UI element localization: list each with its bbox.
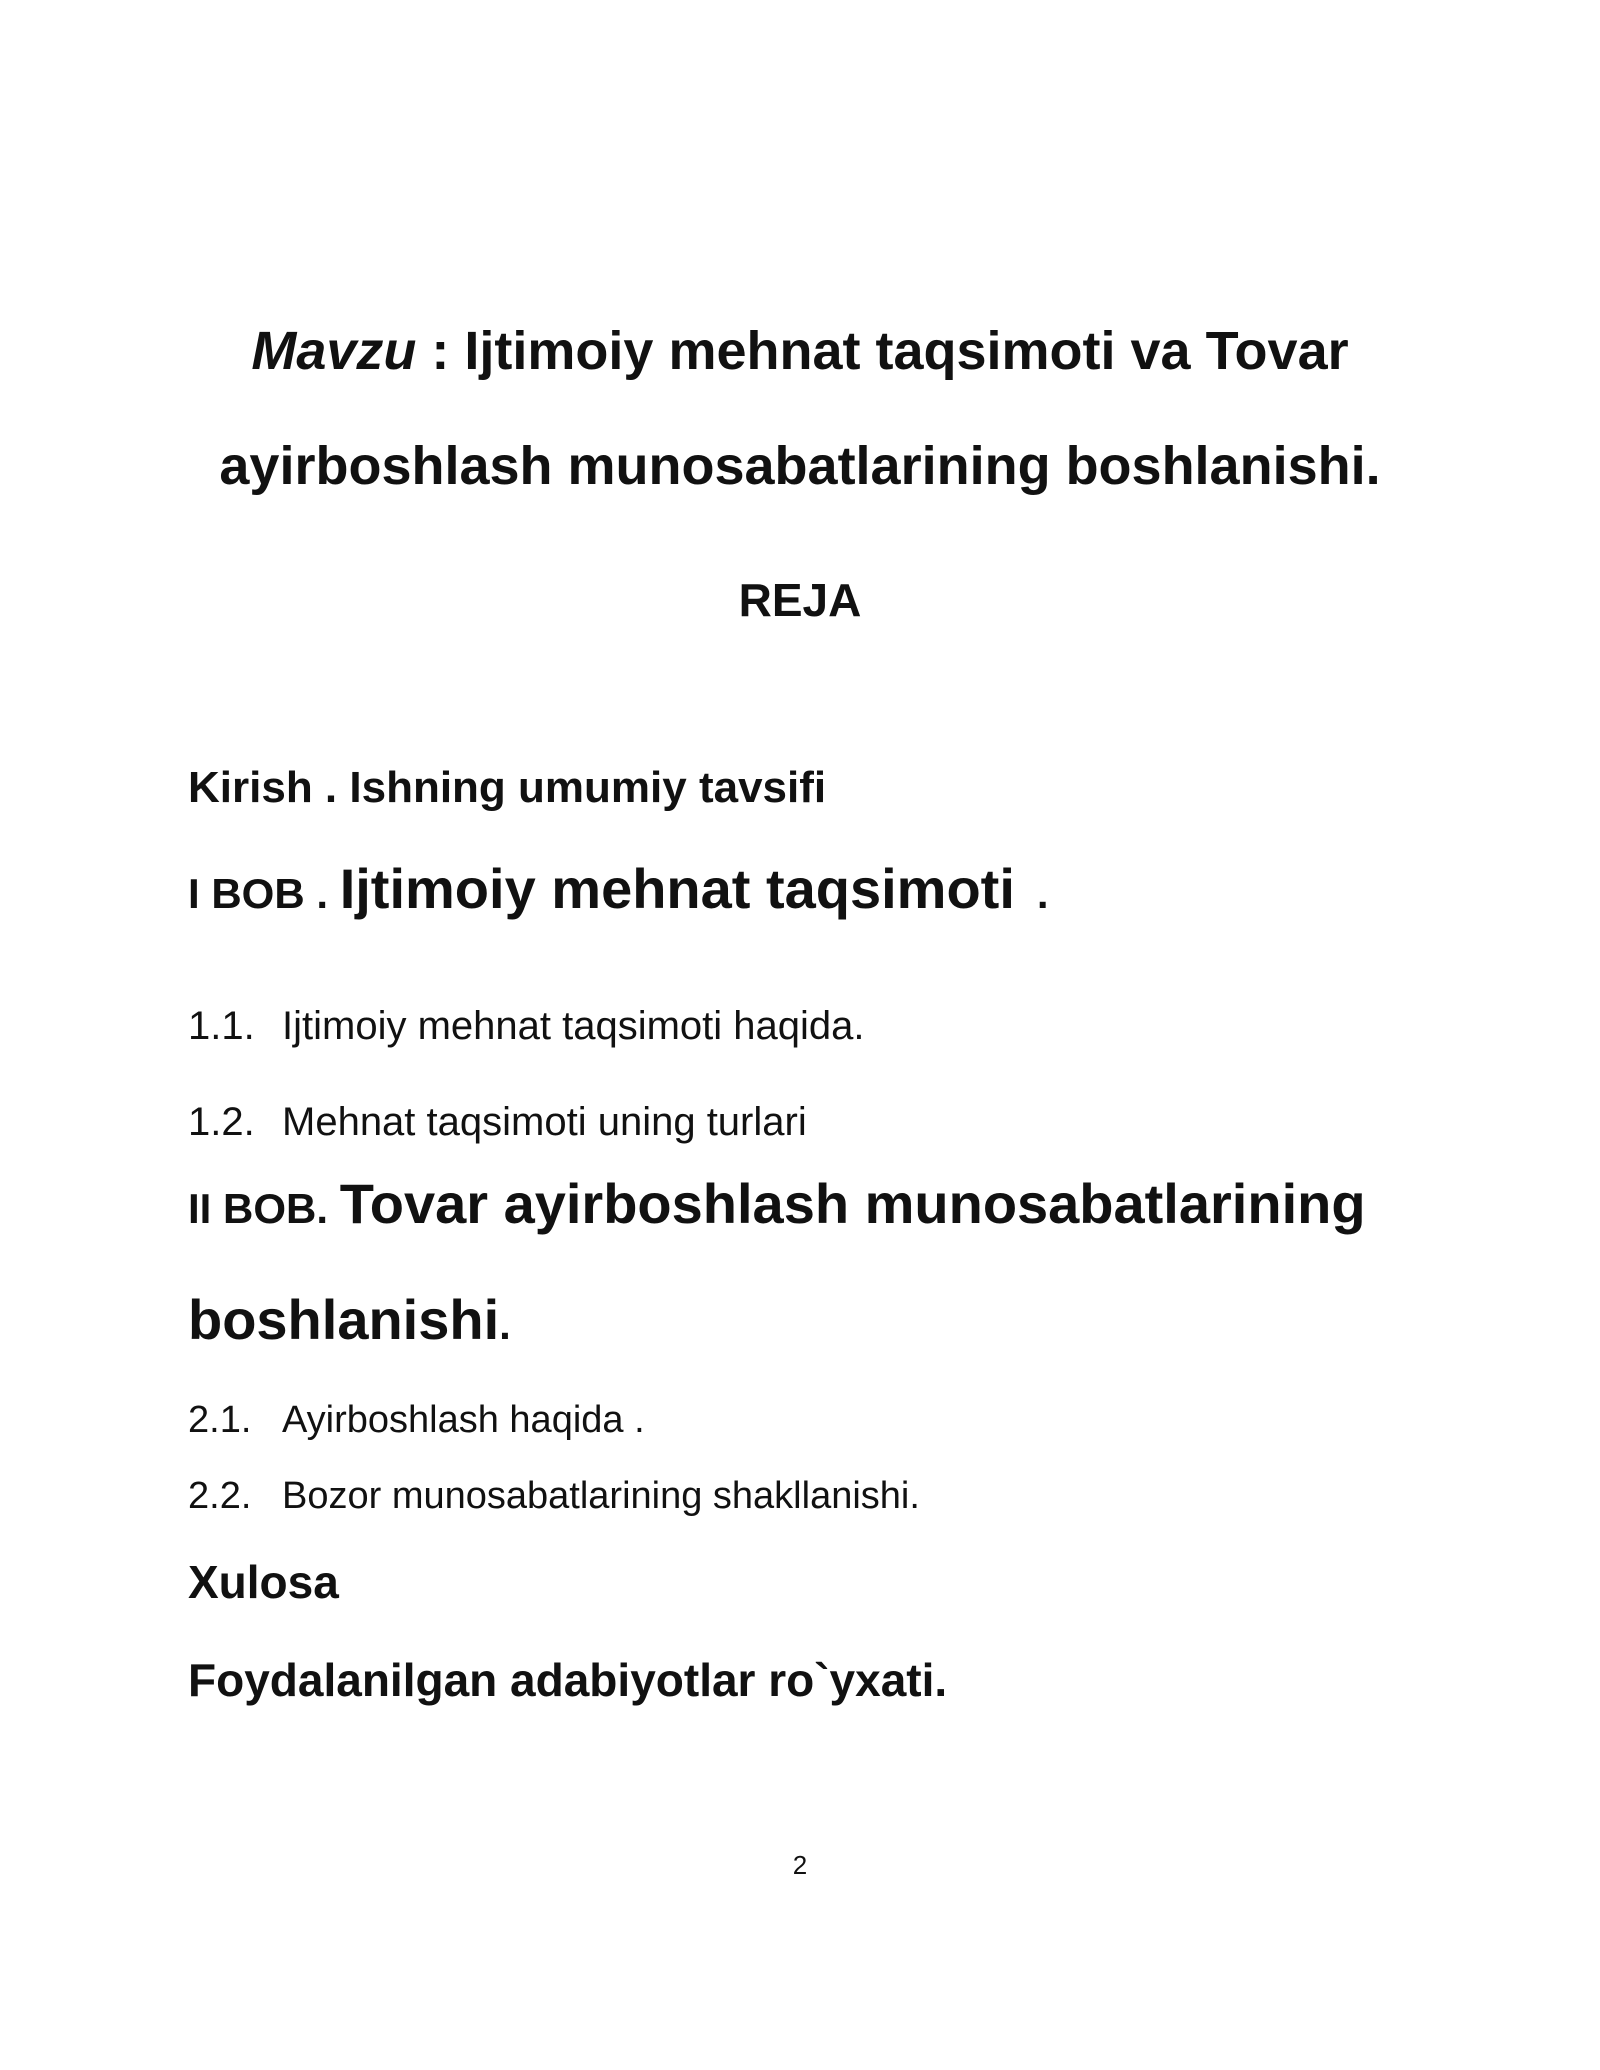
title-line-2: ayirboshlash munosabatlarining boshlanishi.: [219, 436, 1381, 496]
list-item: [188, 998, 865, 1054]
chapter2-title-line1: Tovar ayirboshlash munosabatlarining: [339, 1172, 1366, 1235]
chapter1-trailing: .: [1036, 870, 1049, 917]
chapter2-heading-line1: [188, 1166, 1366, 1257]
list-item: [188, 1468, 920, 1524]
item-text: Mehnat taqsimoti uning turlari: [282, 1100, 807, 1144]
title-separator: :: [416, 321, 465, 381]
item-number: 1.1.: [188, 1004, 255, 1048]
list-item: [188, 1094, 807, 1150]
item-text: Bozor munosabatlarining shakllanishi.: [282, 1475, 920, 1517]
chapter2-heading-line2: [188, 1282, 511, 1373]
title-line1-text: Ijtimoiy mehnat taqsimoti va Tovar: [464, 321, 1349, 381]
item-text: Ijtimoiy mehnat taqsimoti haqida.: [282, 1004, 865, 1048]
chapter1-prefix: I BOB .: [188, 870, 340, 917]
item-text: Ayirboshlash haqida .: [282, 1399, 645, 1441]
title-label: Mavzu: [251, 321, 417, 381]
item-number: 2.1.: [188, 1399, 252, 1441]
references-heading: Foydalanilgan adabiyotlar ro`yxati.: [188, 1654, 948, 1706]
chapter2-title-line2: boshlanishi: [188, 1288, 500, 1351]
item-number: 1.2.: [188, 1100, 255, 1144]
title-line-1: [0, 316, 1600, 386]
chapter1-title: Ijtimoiy mehnat taqsimoti: [339, 857, 1015, 920]
list-item: [188, 1392, 645, 1448]
chapter2-trailing: .: [499, 1301, 511, 1348]
chapter1-heading: [188, 852, 1049, 941]
plan-heading: REJA: [738, 574, 862, 626]
chapter2-prefix: II BOB.: [188, 1185, 340, 1232]
page-number: 2: [792, 1850, 808, 1880]
item-number: 2.2.: [188, 1475, 252, 1517]
introduction-heading: Kirish . Ishning umumiy tavsifi: [188, 763, 827, 812]
conclusion-heading: Xulosa: [188, 1556, 339, 1608]
